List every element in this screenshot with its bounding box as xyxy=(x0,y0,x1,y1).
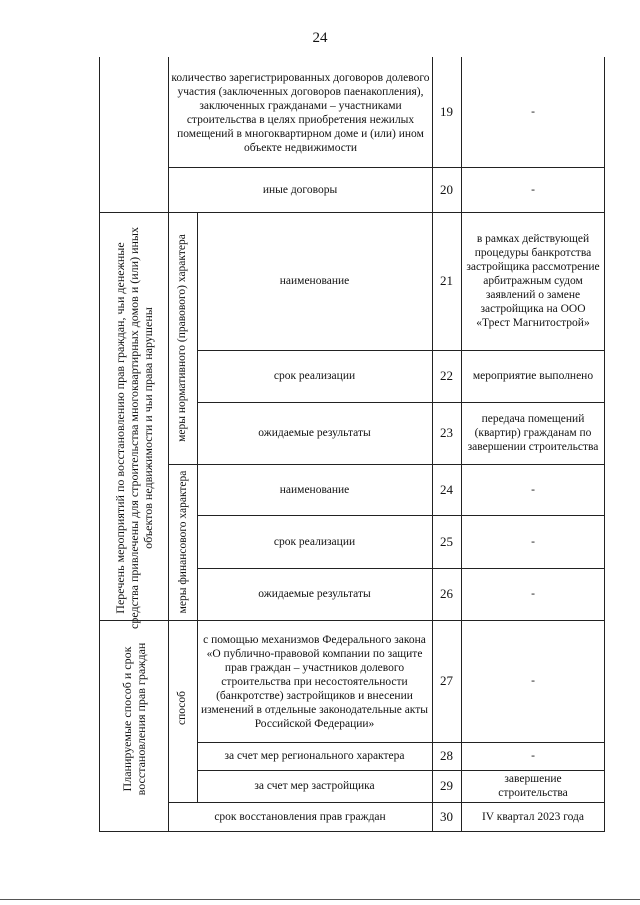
table-row-number: 21 xyxy=(440,273,453,288)
financial-measures-title: меры финансового характера xyxy=(177,470,189,614)
table-row-value: завершение строительства xyxy=(498,773,568,799)
table-row-label: наименование xyxy=(279,483,350,496)
table-row-value: - xyxy=(531,750,535,762)
table-row-label: за счет мер застройщика xyxy=(254,780,375,792)
table-row-value: - xyxy=(531,675,535,687)
page-bottom-edge xyxy=(0,899,640,900)
method-title: способ xyxy=(176,691,188,726)
table-row-number: 22 xyxy=(440,368,453,383)
table-row-number: 28 xyxy=(440,748,453,763)
table-row-number: 29 xyxy=(440,778,453,793)
table-row-number: 23 xyxy=(440,425,453,440)
table-row-number: 20 xyxy=(440,181,453,197)
table-row-label: за счет мер регионального характера xyxy=(224,750,405,762)
table-row-value: - xyxy=(531,106,535,118)
table-row-number: 24 xyxy=(440,481,453,497)
table-row-label: срок реализации xyxy=(273,370,356,382)
table-row-value: - xyxy=(531,183,535,196)
measures-section-title: Перечень мероприятий по восстановлению прав граждан, чьи денежные средства привлечены для строительства многоквартирных домов и (или) иных объектов недвижимости и чьи права нарушены xyxy=(113,227,155,629)
table-row-value: мероприятие выполнено xyxy=(472,370,594,382)
table-row-value: в рамках действующей процедуры банкротства застройщика рассмотрение арбитражным судом заявлений о замене застройщика на ООО «Трест Магнитострой» xyxy=(466,233,600,329)
table-row-value: передача помещений (квартир) гражданам по завершении строительства xyxy=(467,413,599,453)
table-row-label: с помощью механизмов Федерального закона «О публично-правовой компании по защите прав граждан – участников долевого строительства при несостоятельности (банкротстве) застройщиков и внесении изменений в отдельные законодательные акты Российской Федерации» xyxy=(201,633,428,730)
table-border-left xyxy=(99,57,100,832)
table-row-label: наименование xyxy=(279,275,350,287)
table-border-bottom xyxy=(99,831,605,832)
table-row-label: срок реализации xyxy=(273,535,356,548)
table-row-number: 26 xyxy=(440,586,453,601)
table-row-value: - xyxy=(531,535,535,548)
table-row-value: IV квартал 2023 года xyxy=(481,810,585,823)
planned-section-title: Планируемые способ и срок восстановления прав граждан xyxy=(120,642,148,796)
table-border-right xyxy=(604,57,605,832)
table-row-number: 19 xyxy=(440,104,453,119)
table-row-label: срок восстановления прав граждан xyxy=(214,810,386,823)
table-row-label: иные договоры xyxy=(262,183,338,196)
table-row-value: - xyxy=(531,588,535,600)
table-row-label: ожидаемые результаты xyxy=(258,588,371,600)
page-number: 24 xyxy=(312,30,328,46)
table-row-number: 27 xyxy=(440,673,453,688)
table-row-value: - xyxy=(531,483,535,496)
table-row-number: 30 xyxy=(440,808,453,824)
table-row-label: ожидаемые результаты xyxy=(258,427,371,439)
normative-measures-title: меры нормативного (правового) характера xyxy=(176,234,188,442)
table-row-label: количество зарегистрированных договоров долевого участия (заключенных договоров паенакопления), заключенных гражданами – участниками строительства в целях приобретения нежилых помещений в многоквартирном доме и (или) ином объекте недвижимости xyxy=(171,71,430,154)
table-row-number: 25 xyxy=(440,533,453,549)
